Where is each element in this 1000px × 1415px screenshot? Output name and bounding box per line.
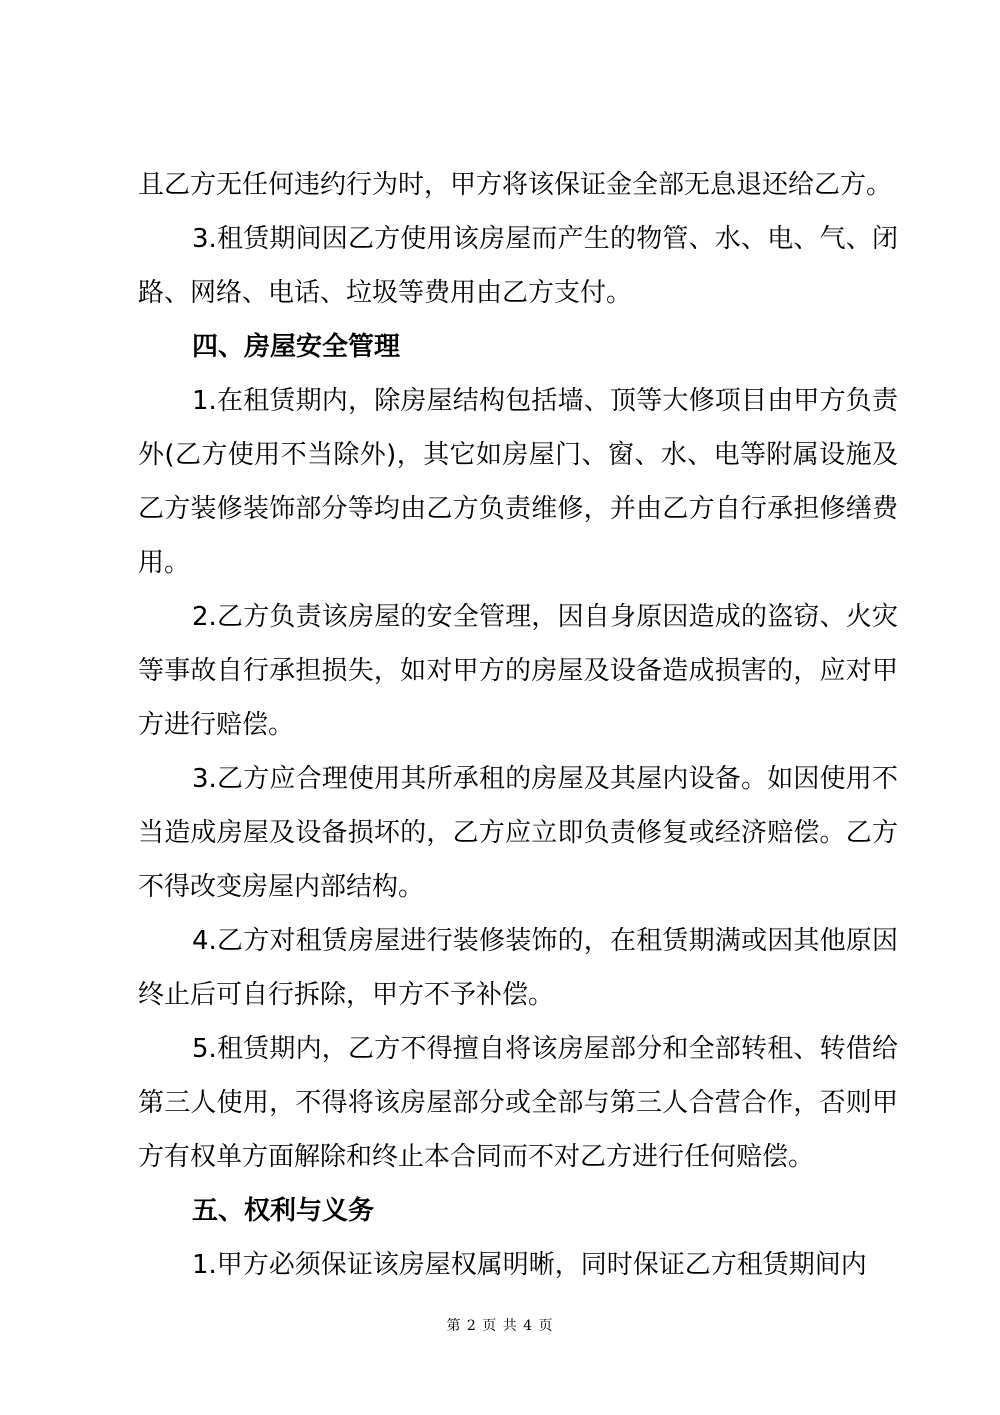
document-body bbox=[138, 158, 898, 1292]
clause-1-ownership: 1.甲方必须保证该房屋权属明晰，同时保证乙方租赁期间内 bbox=[192, 1250, 867, 1280]
section-heading-safety-management: 四、房屋安全管理 bbox=[192, 332, 401, 362]
clause-3-utility-fees: 3.租赁期间因乙方使用该房屋而产生的物管、水、电、气、闭路、网络、电话、垃圾等费用由乙方支付。 bbox=[138, 224, 898, 308]
clause-2-security: 2.乙方负责该房屋的安全管理，因自身原因造成的盗窃、火灾等事故自行承担损失，如对甲方的房屋及设备造成损害的，应对甲方进行赔偿。 bbox=[138, 602, 898, 740]
page-number-footer: 第 2 页 共 4 页 bbox=[446, 1318, 554, 1334]
clause-5-sublease: 5.租赁期内，乙方不得擅自将该房屋部分和全部转租、转借给第三人使用，不得将该房屋部分或全部与第三人合营合作，否则甲方有权单方面解除和终止本合同而不对乙方进行任何赔偿。 bbox=[138, 1034, 898, 1172]
clause-3-proper-use: 3.乙方应合理使用其所承租的房屋及其屋内设备。如因使用不当造成房屋及设备损坏的，乙方应立即负责修复或经济赔偿。乙方不得改变房屋内部结构。 bbox=[138, 764, 898, 902]
clause-4-decoration: 4.乙方对租赁房屋进行装修装饰的，在租赁期满或因其他原因终止后可自行拆除，甲方不予补偿。 bbox=[138, 926, 898, 1010]
section-heading-rights-obligations: 五、权利与义务 bbox=[192, 1196, 375, 1226]
paragraph-continuation: 且乙方无任何违约行为时，甲方将该保证金全部无息退还给乙方。 bbox=[138, 170, 893, 200]
clause-1-maintenance: 1.在租赁期内，除房屋结构包括墙、顶等大修项目由甲方负责外(乙方使用不当除外)，其它如房屋门、窗、水、电等附属设施及乙方装修装饰部分等均由乙方负责维修，并由乙方自行承担修缮费用。 bbox=[138, 386, 898, 578]
